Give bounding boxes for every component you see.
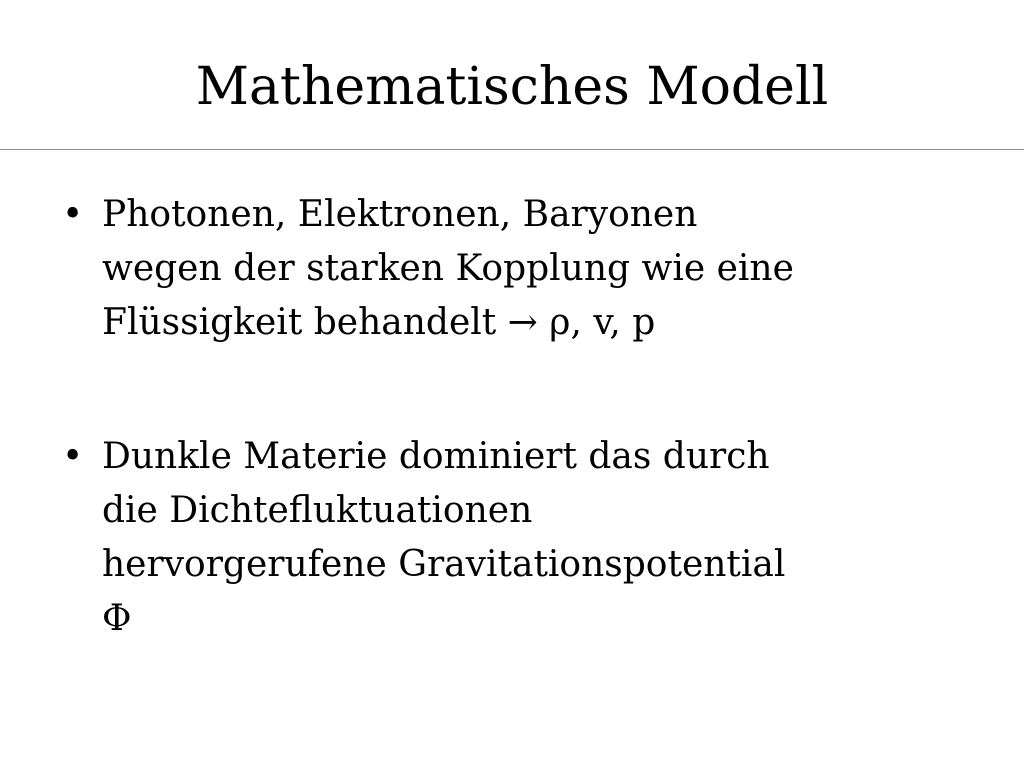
bullet-text-line: Flüssigkeit behandelt → ρ, v, p [102,302,656,343]
slide-title: Mathematisches Modell [195,57,829,117]
bullet-item [62,430,1012,646]
bullet-text-line: Φ [102,598,132,639]
bullet-item [62,188,1012,350]
bullet-icon: • [62,436,84,477]
bullet-list [62,188,1012,646]
bullet-text-line: Dunkle Materie dominiert das durch [102,436,770,477]
bullet-icon: • [62,194,84,235]
bullet-text-line: die Dichtefluktuationen [102,490,533,531]
bullet-text-line: hervorgerufene Gravitationspotential [102,544,786,585]
bullet-text-line: Photonen, Elektronen, Baryonen [102,194,698,235]
title-divider [0,149,1024,150]
bullet-text-line: wegen der starken Kopplung wie eine [102,248,794,289]
